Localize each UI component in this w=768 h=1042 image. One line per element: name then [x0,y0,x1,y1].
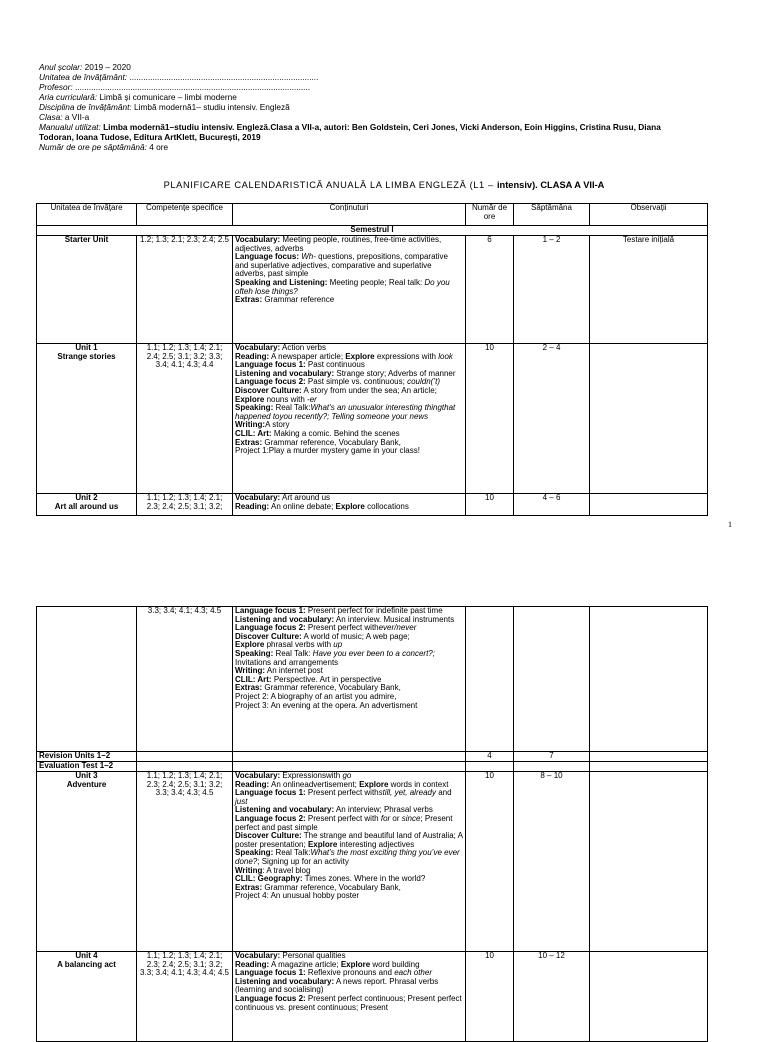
content-text: Present perfect continuous; Present perfect continuous vs. present continuous; Present [235,993,462,1012]
unit1-hours: 10 [466,344,514,494]
content-text: Reflexive pronouns and [305,968,395,978]
content-text: A news report. Phrasal verbs (learning and socialising) [235,976,439,995]
evaluation-contents [233,762,466,772]
discipline-value: Limbă modernă1– studiu intensiv. Engleză [131,102,290,112]
content-text: Strange story; Adverbs of manner [334,368,456,378]
semester-label: Semestrul I [37,226,708,236]
table-row [37,236,708,344]
content-text: Past simple vs. continuous; [305,377,408,387]
content-text: Real Talk: [273,648,313,658]
revision-contents [233,752,466,762]
content-text: interesting adjectives [337,839,415,849]
revision-competences [137,752,233,762]
content-text: Present perfect with [305,813,381,823]
header-week: Săptămâna [514,204,590,226]
content-heading: Language focus 2: [235,377,306,387]
content-heading: Explore [345,351,375,361]
content-heading: Explore [335,501,365,511]
table-header-row [37,204,708,226]
unit2-continued-name [37,607,137,752]
unit2-week: 4 – 6 [514,494,590,516]
unit3-name [37,772,137,952]
curricular-area-label: Aria curriculară: [39,92,98,102]
school-label: Unitatea de învățământ: [39,72,128,82]
content-text: words in context [388,779,449,789]
content-heading: Language focus 1: [235,968,306,978]
document-metadata [39,62,739,152]
starter-contents [233,236,466,344]
table-row [37,952,708,1042]
unit2-contents-part1 [233,494,466,516]
content-heading: Explore [340,959,371,969]
unit1-competences: 1.1; 1.2; 1.3; 1.4; 2.1; 2.4; 2.5; 3.1; 3.2; 3.3; 3.4; 4.1; 4.3; 4.4 [137,344,233,494]
content-heading: Reading: [235,351,270,361]
content-text: Grammar reference, Vocabulary Bank, [262,683,401,693]
textbook-value-line2: Todoran, Ioana Tudose, Editura ArtKlett, București, 2019 [39,132,261,142]
content-italic: Do you ofteh lose things? [235,277,450,296]
revision-observations [590,752,708,762]
unit1-observations [590,344,708,494]
content-text: Personal qualities [280,951,346,960]
content-heading: Extras: [235,437,263,447]
content-heading: Listening and vocabulary: [235,614,335,624]
content-text: A newspaper article; [269,351,346,361]
textbook-value-line1: Limba modernă1–studiu intensiv. Engleză.Clasa a VII-a, autori: Ben Goldstein, Ceri Jones, Vicki Anderson, Eoin Higgins, Cristina Rusu, Diana [100,122,661,132]
content-heading: CLIL: Geography: [235,874,303,884]
content-text: A story [265,420,290,430]
content-text: Present perfect with [305,788,379,798]
content-text: word building [370,959,420,969]
content-heading: Language focus: [235,252,300,262]
header-observations: Observații [590,204,708,226]
content-heading: Vocabulary: [235,493,281,502]
page-title [0,180,768,190]
table-row [37,494,708,516]
table-row [37,772,708,952]
content-text: An interview. Musical instruments [334,614,455,624]
content-text: Present perfect with [305,623,379,633]
content-text: An online debate; [269,501,336,511]
content-heading: Speaking and Listening: [235,277,328,287]
content-text: Project 4: An unusual hobby poster [235,891,360,901]
school-value: .................................................................................. [127,72,319,82]
unit3-hours: 10 [466,772,514,952]
content-text: Art around us [280,493,331,502]
hours-label: Număr de ore pe săptămână: [39,142,147,152]
page-number: 1 [728,520,732,529]
evaluation-competences [137,762,233,772]
content-italic: go [342,771,352,780]
class-value: a VII-a [62,112,90,122]
unit2-title: Art all around us [54,501,119,511]
content-heading: Vocabulary: [235,771,281,780]
content-italic: still, yet, already [378,788,436,798]
teacher-value: ...................................................................................................... [72,82,311,92]
starter-week: 1 – 2 [514,236,590,344]
content-heading: CLIL: Art: [235,674,272,684]
planning-table-page1 [36,203,708,516]
content-text: A world of music; A web page; [301,631,410,641]
title-bold: intensiv). CLASA A VII-A [496,180,605,190]
content-heading: Listening and vocabulary: [235,368,335,378]
content-heading: Listening and vocabulary: [235,805,335,815]
unit3-number: Unit 3 [75,771,98,780]
evaluation-week [514,762,590,772]
content-text: Expressionswith [280,771,343,780]
content-italic: What’s the most exciting thing you’ve ever done? [235,848,460,866]
hours-value: 4 ore [146,142,169,152]
starter-competences: 1.2; 1.3; 2.1; 2.3; 2.4; 2.5 [137,236,233,344]
evaluation-name: Evaluation Test 1–2 [37,762,137,772]
content-text: Project 3: An evening at the opera. An advertisment [235,700,418,710]
content-text: Real Talk: [273,403,311,413]
unit2-contents-part2 [233,607,466,752]
content-heading: Discover Culture: [235,385,302,395]
content-text: and [435,788,452,798]
content-heading: Discover Culture: [235,831,302,841]
header-hours: Număr de ore [466,204,514,226]
content-heading: Extras: [235,295,263,305]
content-text: Project 2: A biography of an artist you admire, [235,691,397,701]
unit3-competences: 1.1; 1.2; 1.3; 1.4; 2.1; 2.3; 2.4; 2.5; 3.1; 3.2; 3.3; 3.4; 4.3; 4.5 [137,772,233,952]
page-gap [0,540,768,590]
evaluation-observations [590,762,708,772]
class-label: Clasa: [39,112,63,122]
unit2-competences: 1.1; 1.2; 1.3; 1.4; 2.1; 2.3; 2.4; 2.5; 3.1; 3.2; [137,494,233,516]
content-text: Invitations and arrangements [235,657,339,667]
content-text: or [390,813,402,823]
content-heading: Writing: [235,666,266,676]
unit4-contents [233,952,466,1042]
planning-table-page2 [36,606,708,1042]
content-heading: Reading: [235,501,270,511]
content-heading: Explore [359,779,389,789]
content-italic: each other [394,968,432,978]
content-heading: Vocabulary: [235,343,281,352]
content-text: phrasal verbs with [264,640,334,650]
school-year-label: Anul școlar: [39,62,83,72]
content-text: A magazine article; [269,959,341,969]
content-text: An interview; Phrasal verbs [334,805,433,815]
content-text: Past continuous [305,360,365,370]
content-text: Times zones. Where in the world? [302,874,426,884]
unit1-title: Strange stories [57,351,116,361]
content-italic: for [380,813,391,823]
unit3-title: Adventure [66,779,107,789]
teacher-label: Profesor: [39,82,73,92]
unit2-name [37,494,137,516]
content-italic: since [401,813,421,823]
content-heading: Vocabulary: [235,951,281,960]
content-text: expressions with [374,351,439,361]
content-heading: Language focus 1: [235,360,306,370]
content-heading: CLIL: Art: [235,428,272,438]
content-text: ; Signing up for an activity [257,856,349,866]
content-text: An internet post [265,666,323,676]
content-heading: Language focus 1: [235,788,306,798]
content-text: Present perfect for indefinite past time [305,606,443,615]
content-heading: Speaking: [235,648,274,658]
unit2-observations [590,494,708,516]
content-heading: Explore [307,839,338,849]
content-heading: Listening and vocabulary: [235,976,335,986]
unit2-hours: 10 [466,494,514,516]
unit4-hours: 10 [466,952,514,1042]
unit3-contents [233,772,466,952]
unit2-observations-continued [590,607,708,752]
content-text: ; Present perfect and past simple [235,813,453,832]
content-text: The strange and beautiful land of Australia; A poster presentation; [235,831,463,849]
content-italic: -er [307,394,317,404]
content-text: Meeting people, routines, free-time activities, adjectives, adverbs [235,235,442,253]
table-row [37,762,708,772]
content-italic: up [333,640,343,650]
unit1-number: Unit 1 [75,343,98,352]
content-heading: Speaking: [235,403,274,413]
content-text: Grammar reference [262,295,335,305]
content-text: An onlineadvertisement; [269,779,360,789]
discipline-label: Disciplina de învățământ: [39,102,132,112]
content-heading: Writing: [235,420,266,430]
unit2-week-continued [514,607,590,752]
content-text: collocations [364,501,409,511]
revision-name: Revision Units 1–2 [37,752,137,762]
revision-week: 7 [514,752,590,762]
content-heading: Language focus 2: [235,623,306,633]
content-italic: just [235,796,248,806]
content-heading: Language focus 2: [235,993,306,1003]
header-competences: Competențe specifice [137,204,233,226]
document-page-2 [0,590,768,1024]
curricular-area-value: Limbă și comunicare – limbi moderne [97,92,237,102]
content-text: A story from under the sea; An article; [301,385,437,395]
content-heading: Explore [235,640,265,650]
content-italic: couldn(’t) [407,377,440,387]
school-year-value: 2019 – 2020 [82,62,131,72]
content-heading: Speaking: [235,848,274,858]
content-text: : A travel blog [262,865,311,875]
content-italic: What’s an unusualor interesting thingthat happened toyou recently?; Telling someone your news [235,403,456,421]
content-text: Perspective. Art in perspective [271,674,382,684]
unit4-number: Unit 4 [75,951,98,960]
content-text: Grammar reference, Vocabulary Bank, [262,882,401,892]
unit4-name [37,952,137,1042]
content-text: Project 1:Play a murder mystery game in your class! [235,446,420,456]
content-heading: Reading: [235,779,270,789]
unit4-title: A balancing act [57,959,116,969]
content-text: questions, prepositions, comparative and superlative adjectives, comparative and superlative adverbs, past simple [235,252,448,279]
content-heading: Language focus 1: [235,606,306,615]
content-text: Meeting people; Real talk: [327,277,425,287]
unit2-competences-continued: 3.3; 3.4; 4.1; 4.3; 4.5 [137,607,233,752]
unit4-competences: 1.1; 1.2; 1.3; 1.4; 2.1; 2.3; 2.4; 2.5; 3.1; 3.2; 3.3; 3.4; 4.1; 4.3; 4.4; 4.5 [137,952,233,1042]
content-text: Grammar reference, Vocabulary Bank, [262,437,401,447]
content-text: nouns with [264,394,308,404]
table-row [37,607,708,752]
content-italic: Wh- [299,252,316,262]
content-text: Action verbs [280,343,327,352]
starter-unit-name: Starter Unit [37,236,137,344]
content-heading: Language focus 2: [235,813,306,823]
unit3-observations [590,772,708,952]
semester-row [37,226,708,236]
header-contents: Conținuturi [233,204,466,226]
revision-hours: 4 [466,752,514,762]
header-unit: Unitatea de învățare [37,204,137,226]
content-italic: look [438,351,453,361]
unit4-observations [590,952,708,1042]
content-heading: Explore [235,394,265,404]
content-heading: Extras: [235,882,263,892]
content-text: Making a comic. Behind the scenes [271,428,400,438]
content-text: Real Talk: [273,848,311,858]
unit2-hours-continued [466,607,514,752]
unit2-number: Unit 2 [75,493,98,502]
unit4-week: 10 – 12 [514,952,590,1042]
content-italic: ever/never [378,623,417,633]
starter-observations: Testare inițială [590,236,708,344]
unit3-week: 8 – 10 [514,772,590,952]
textbook-label: Manualul utilizat: [39,122,101,132]
content-heading: Reading: [235,959,270,969]
content-heading: Extras: [235,683,263,693]
table-row [37,752,708,762]
table-row [37,344,708,494]
content-heading: Discover Culture: [235,631,302,641]
unit1-contents [233,344,466,494]
content-heading: Writing [235,865,263,875]
unit1-name [37,344,137,494]
title-main: PLANIFICARE CALENDARISTICĂ ANUALĂ LA LIMBA ENGLEZĂ (L1 – [163,180,497,190]
unit1-week: 2 – 4 [514,344,590,494]
evaluation-hours [466,762,514,772]
starter-hours: 6 [466,236,514,344]
content-italic: Have you ever been to a concert?; [312,648,435,658]
content-heading: Vocabulary: [235,235,281,244]
